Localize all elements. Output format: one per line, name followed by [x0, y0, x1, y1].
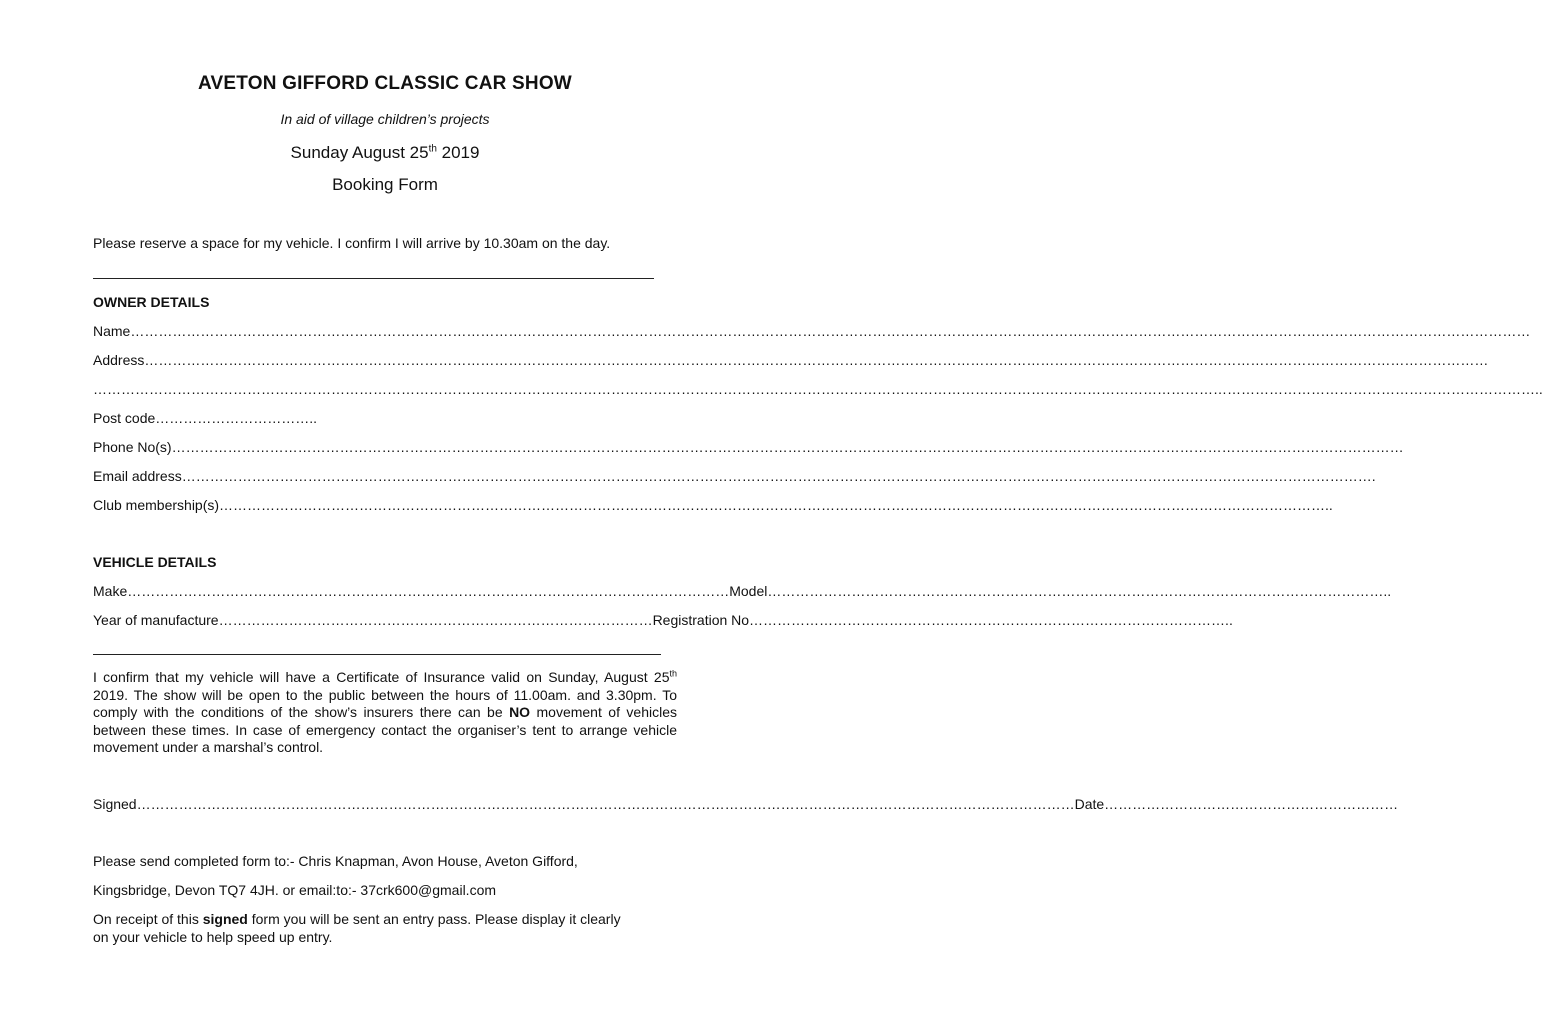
vehicle-details-heading: VEHICLE DETAILS	[93, 554, 217, 570]
event-date-sup: th	[428, 143, 437, 155]
send-line-1: Please send completed form to:- Chris Knapman, Avon House, Aveton Gifford,	[93, 853, 578, 869]
insurance-text-1: I confirm that my vehicle will have a Certificate of Insurance valid on Sunday, August 25	[93, 669, 670, 685]
receipt-paragraph	[93, 911, 638, 946]
event-date-prefix: Sunday August 25	[290, 143, 429, 162]
page-subtitle: In aid of village children’s projects	[280, 111, 490, 127]
email-field[interactable]: Email address………………………………………………………………………………………………………………………………………………………………………………………………………………………………….	[93, 468, 1376, 484]
form-label: Booking Form	[332, 175, 438, 194]
receipt-text-1: On receipt of this	[93, 911, 203, 927]
make-model-field[interactable]: Make…………………………………………………………………………………………………………………Model……………………………………………………………………………………………………………………..	[93, 583, 1392, 599]
name-field[interactable]: Name…………………………………………………………………………………………………………………………………………………………………………………………………………………………………………………………………………	[93, 323, 1531, 339]
receipt-text-2: form you will be sent an entry pass. Please display it clearly on your vehicle to help speed up entry.	[93, 911, 621, 945]
signature-date-field[interactable]: Signed…………………………………………………………………………………………………………………………………………………………………………………Date………………………………………………………	[93, 796, 1399, 812]
club-membership-field[interactable]: Club membership(s)…………………………………………………………………………………………………………………………………………………………………………………………………………………..	[93, 497, 1333, 513]
insurance-sup: th	[669, 668, 677, 679]
year-registration-field[interactable]: Year of manufacture…………………………………………………………………………………Registration No…………………………………………………………………………………………..	[93, 612, 1233, 628]
event-date	[0, 143, 770, 163]
postcode-field[interactable]: Post code……………………………..	[93, 410, 318, 426]
divider-top	[93, 278, 654, 279]
address-line2-field[interactable]: …………………………………………………………………………………………………………………………………………………………………………………………………………………………………………………………………………………..	[93, 381, 1543, 397]
owner-details-heading: OWNER DETAILS	[93, 294, 210, 310]
intro-text: Please reserve a space for my vehicle. I confirm I will arrive by 10.30am on the day.	[93, 235, 611, 251]
insurance-paragraph	[93, 669, 677, 757]
insurance-bold: NO	[509, 704, 531, 720]
send-line-2: Kingsbridge, Devon TQ7 4JH. or email:to:- 37crk600@gmail.com	[93, 882, 497, 898]
insurance-text-3: movement of vehicles between these times. In case of emergency contact the organiser’s tent to arrange vehicle movement under a marshal’s control.	[93, 704, 677, 755]
page-title: AVETON GIFFORD CLASSIC CAR SHOW	[198, 73, 572, 94]
event-date-suffix: 2019	[436, 143, 480, 162]
phone-field[interactable]: Phone No(s)…………………………………………………………………………………………………………………………………………………………………………………………………………………………………………	[93, 439, 1404, 455]
address-field[interactable]: Address………………………………………………………………………………………………………………………………………………………………………………………………………………………………………………………………	[93, 352, 1489, 368]
divider-middle	[93, 654, 661, 655]
receipt-bold: signed	[202, 911, 248, 927]
insurance-text-2: 2019. The show will be open to the public between the hours of 11.00am. and 3.30pm. To comply with the conditions of the show’s insurers there can be	[93, 686, 677, 720]
